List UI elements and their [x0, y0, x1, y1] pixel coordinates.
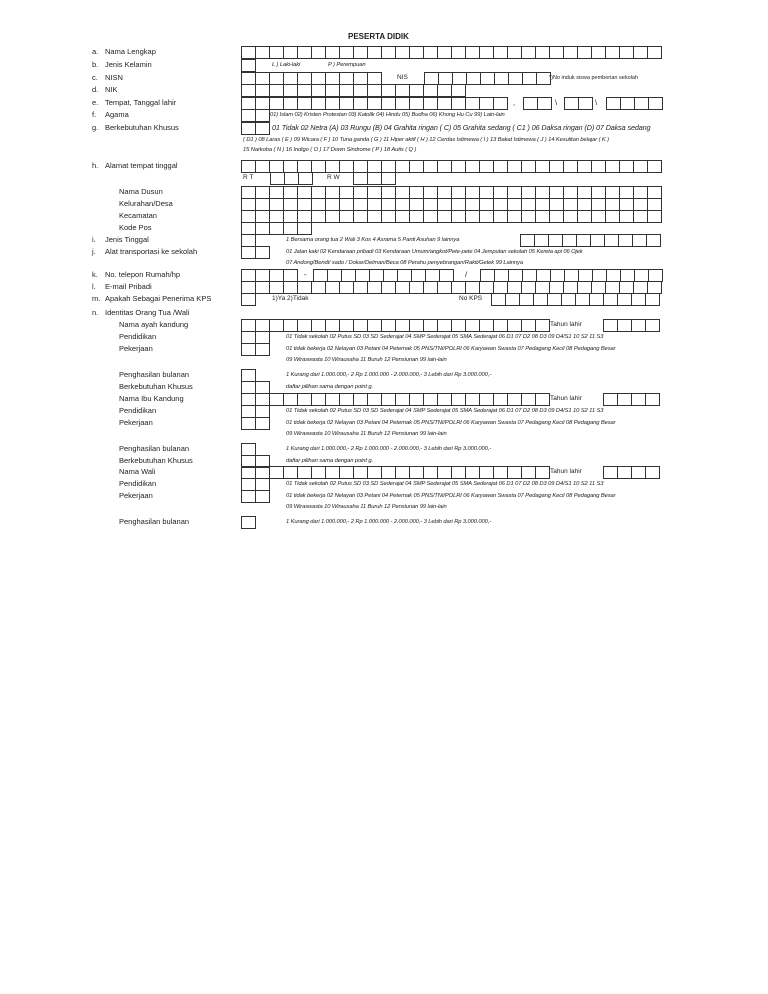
- option-perempuan: P ) Perempuan: [328, 62, 366, 68]
- char-box[interactable]: [603, 466, 618, 479]
- char-box[interactable]: [648, 97, 663, 110]
- char-box[interactable]: [465, 160, 480, 173]
- char-box[interactable]: [491, 293, 506, 306]
- char-box[interactable]: [603, 393, 618, 406]
- char-box[interactable]: [241, 84, 256, 97]
- label-email: E-mail Pribadi: [105, 282, 152, 291]
- char-box[interactable]: [617, 293, 632, 306]
- char-box[interactable]: [620, 97, 635, 110]
- pekerjaan-ayah-input[interactable]: [241, 343, 269, 355]
- char-box[interactable]: [339, 210, 354, 223]
- rt-input[interactable]: [270, 172, 312, 184]
- char-box[interactable]: [519, 293, 534, 306]
- char-box[interactable]: [547, 293, 562, 306]
- char-box[interactable]: [339, 281, 354, 294]
- nama-lengkap-input[interactable]: [241, 46, 661, 58]
- label-agama: Agama: [105, 110, 129, 119]
- separator: -: [304, 270, 307, 279]
- label-identitas-orang-tua: Identitas Orang Tua /Wali: [105, 308, 190, 317]
- pekerjaan-ibu-input[interactable]: [241, 417, 269, 429]
- char-box[interactable]: [591, 160, 606, 173]
- pendidikan-options: 01 Tidak sekolah 02 Putus SD 03 SD Sederajat 04 SMP Sederajat 05 SMA Sederajat 06 D1 07 D2 08 D3 09 D4/S1 10 S2 11 S3: [286, 408, 604, 414]
- tahun-lahir-ayah-input[interactable]: [603, 319, 659, 331]
- label-kecamatan: Kecamatan: [119, 211, 157, 220]
- pekerjaan-options: 09 Wiraswasta 10 Wirausaha 11 Buruh 12 Pensiunan 99 lain-lain: [286, 431, 447, 437]
- tahun-input[interactable]: [606, 97, 662, 109]
- char-box[interactable]: [269, 46, 284, 59]
- label-nama-lengkap: Nama Lengkap: [105, 47, 156, 56]
- char-box[interactable]: [617, 466, 632, 479]
- char-box[interactable]: [437, 160, 452, 173]
- char-box[interactable]: [255, 281, 270, 294]
- nama-ibu-input[interactable]: [241, 393, 549, 405]
- char-box[interactable]: [577, 210, 592, 223]
- label-rt: R T: [243, 174, 254, 181]
- char-box[interactable]: [423, 84, 438, 97]
- char-box[interactable]: [381, 281, 396, 294]
- nis-note: *)No induk siswa pemberian sekolah: [549, 75, 638, 81]
- row-letter: j.: [92, 247, 96, 256]
- char-box[interactable]: [241, 246, 256, 259]
- alamat-input[interactable]: [241, 160, 661, 172]
- nik-input[interactable]: [241, 84, 465, 96]
- bulan-input[interactable]: [564, 97, 592, 109]
- char-box[interactable]: [466, 72, 481, 85]
- char-box[interactable]: [395, 46, 410, 59]
- char-box[interactable]: [409, 281, 424, 294]
- char-box[interactable]: [241, 417, 256, 430]
- label-tahun-lahir: Tahun lahir: [550, 468, 582, 475]
- char-box[interactable]: [451, 84, 466, 97]
- char-box[interactable]: [561, 293, 576, 306]
- char-box[interactable]: [381, 210, 396, 223]
- email-input[interactable]: [241, 281, 661, 293]
- char-box[interactable]: [631, 293, 646, 306]
- label-pekerjaan: Pekerjaan: [119, 491, 153, 500]
- jenis-tinggal-lainnya-input[interactable]: [520, 234, 660, 246]
- char-box[interactable]: [437, 84, 452, 97]
- kode-pos-input[interactable]: [241, 222, 311, 234]
- char-box[interactable]: [507, 46, 522, 59]
- char-box[interactable]: [507, 210, 522, 223]
- char-box[interactable]: [451, 210, 466, 223]
- char-box[interactable]: [605, 46, 620, 59]
- label-pendidikan: Pendidikan: [119, 332, 157, 341]
- label-rw: R W: [327, 174, 340, 181]
- char-box[interactable]: [549, 46, 564, 59]
- char-box[interactable]: [451, 46, 466, 59]
- char-box[interactable]: [647, 160, 662, 173]
- label-telepon: No. telepon Rumah/hp: [105, 270, 181, 279]
- char-box[interactable]: [255, 490, 270, 503]
- char-box[interactable]: [367, 84, 382, 97]
- char-box[interactable]: [603, 319, 618, 332]
- pendidikan-wali-input[interactable]: [241, 478, 269, 490]
- dusun-input[interactable]: [241, 186, 661, 198]
- char-box[interactable]: [645, 319, 660, 332]
- pendidikan-ibu-input[interactable]: [241, 405, 269, 417]
- char-box[interactable]: [381, 84, 396, 97]
- pendidikan-options: 01 Tidak sekolah 02 Putus SD 03 SD Sederajat 04 SMP Sederajat 05 SMA Sederajat 06 D1 07 D2 08 D3 09 D4/S1 10 S2 11 S3: [286, 334, 604, 340]
- char-box[interactable]: [367, 46, 382, 59]
- char-box[interactable]: [353, 46, 368, 59]
- label-nama-wali: Nama Wali: [119, 467, 156, 476]
- row-letter: k.: [92, 270, 98, 279]
- char-box[interactable]: [631, 319, 646, 332]
- char-box[interactable]: [508, 72, 523, 85]
- char-box[interactable]: [255, 46, 270, 59]
- pendidikan-ayah-input[interactable]: [241, 331, 269, 343]
- pekerjaan-options: 01 tidak bekerja 02 Nelayan 03 Petani 04 Peternak 05 PNS/TNI/POLRI 06 Karyawan Swasta 07 Pedagang Kecil 08 Pedagang Besar: [286, 493, 616, 499]
- penghasilan-ayah-input[interactable]: [241, 369, 255, 381]
- char-box[interactable]: [269, 466, 284, 479]
- label-tahun-lahir: Tahun lahir: [550, 321, 582, 328]
- char-box[interactable]: [549, 210, 564, 223]
- label-no-kps: No KPS: [459, 295, 483, 302]
- char-box[interactable]: [605, 160, 620, 173]
- char-box[interactable]: [604, 234, 619, 247]
- char-box[interactable]: [339, 84, 354, 97]
- char-box[interactable]: [505, 293, 520, 306]
- label-penghasilan: Penghasilan bulanan: [119, 370, 190, 379]
- row-letter: a.: [92, 47, 99, 56]
- char-box[interactable]: [367, 210, 382, 223]
- pekerjaan-options: 01 tidak bekerja 02 Nelayan 03 Petani 04 Peternak 05 PNS/TNI/POLRI 06 Karyawan Swasta 07 Pedagang Kecil 08 Pedagang Besar: [286, 346, 616, 352]
- char-box[interactable]: [522, 72, 537, 85]
- char-box[interactable]: [493, 160, 508, 173]
- char-box[interactable]: [646, 234, 661, 247]
- tahun-lahir-ibu-input[interactable]: [603, 393, 659, 405]
- berkebutuhan-options: daftar pilihan sama dengan point g.: [286, 458, 374, 464]
- label-nik: NIK: [105, 85, 118, 94]
- char-box[interactable]: [575, 293, 590, 306]
- char-box[interactable]: [325, 84, 340, 97]
- char-box[interactable]: [423, 281, 438, 294]
- char-box[interactable]: [423, 210, 438, 223]
- char-box[interactable]: [255, 417, 270, 430]
- pendidikan-options: 01 Tidak sekolah 02 Putus SD 03 SD Sederajat 04 SMP Sederajat 05 SMA Sederajat 06 D1 07 D2 08 D3 09 D4/S1 10 S2 11 S3: [286, 481, 604, 487]
- char-box[interactable]: [591, 210, 606, 223]
- label-penghasilan: Penghasilan bulanan: [119, 444, 190, 453]
- berkebutuhan-input[interactable]: [241, 122, 269, 134]
- nama-wali-input[interactable]: [241, 466, 549, 478]
- char-box[interactable]: [255, 246, 270, 259]
- char-box[interactable]: [619, 46, 634, 59]
- char-box[interactable]: [241, 490, 256, 503]
- pekerjaan-options: 01 tidak bekerja 02 Nelayan 03 Petani 04 Peternak 05 PNS/TNI/POLRI 06 Karyawan Swasta 07 Pedagang Kecil 08 Pedagang Besar: [286, 420, 616, 426]
- nis-input[interactable]: [424, 72, 550, 84]
- char-box[interactable]: [645, 393, 660, 406]
- char-box[interactable]: [507, 160, 522, 173]
- char-box[interactable]: [465, 46, 480, 59]
- char-box[interactable]: [535, 210, 550, 223]
- char-box[interactable]: [577, 160, 592, 173]
- jenis-kelamin-input[interactable]: [241, 59, 255, 71]
- char-box[interactable]: [577, 46, 592, 59]
- char-box[interactable]: [325, 210, 340, 223]
- pekerjaan-options: 09 Wiraswasta 10 Wirausaha 11 Buruh 12 Pensiunan 99 lain-lain: [286, 504, 447, 510]
- row-letter: g.: [92, 123, 99, 132]
- label-tahun-lahir: Tahun lahir: [550, 395, 582, 402]
- char-box[interactable]: [631, 466, 646, 479]
- char-box[interactable]: [381, 46, 396, 59]
- char-box[interactable]: [353, 172, 368, 185]
- char-box[interactable]: [535, 160, 550, 173]
- agama-input[interactable]: [241, 109, 269, 121]
- label-alamat: Alamat tempat tinggal: [105, 161, 178, 170]
- char-box[interactable]: [493, 46, 508, 59]
- char-box[interactable]: [269, 84, 284, 97]
- char-box[interactable]: [241, 109, 256, 122]
- row-letter: i.: [92, 235, 96, 244]
- char-box[interactable]: [606, 97, 621, 110]
- pekerjaan-wali-input[interactable]: [241, 490, 269, 502]
- separator: ,: [513, 98, 516, 107]
- char-box[interactable]: [647, 210, 662, 223]
- kps-input[interactable]: [241, 293, 255, 305]
- char-box[interactable]: [589, 293, 604, 306]
- char-box[interactable]: [479, 160, 494, 173]
- label-kode-pos: Kode Pos: [119, 223, 152, 232]
- char-box[interactable]: [353, 84, 368, 97]
- char-box[interactable]: [437, 210, 452, 223]
- char-box[interactable]: [631, 393, 646, 406]
- berkebutuhan-options: daftar pilihan sama dengan point g.: [286, 384, 374, 390]
- rw-input[interactable]: [353, 172, 395, 184]
- char-box[interactable]: [409, 46, 424, 59]
- char-box[interactable]: [493, 210, 508, 223]
- char-box[interactable]: [603, 293, 618, 306]
- separator: \: [595, 98, 598, 107]
- char-box[interactable]: [283, 84, 298, 97]
- label-nama-ibu: Nama Ibu Kandung: [119, 394, 184, 403]
- label-tempat-tanggal-lahir: Tempat, Tanggal lahir: [105, 98, 177, 107]
- char-box[interactable]: [395, 160, 410, 173]
- char-box[interactable]: [521, 210, 536, 223]
- transportasi-options: 07 Andong/Bendi/ sado / Dokar/Delman/Beca 08 Perahu penyebrangan/Rakit/Getek 99 Lainnya: [286, 260, 523, 266]
- kecamatan-input[interactable]: [241, 210, 661, 222]
- label-berkebutuhan: Berkebutuhan Khusus: [119, 456, 193, 465]
- char-box[interactable]: [479, 210, 494, 223]
- nama-ayah-input[interactable]: [241, 319, 549, 331]
- char-box[interactable]: [311, 84, 326, 97]
- char-box[interactable]: [523, 97, 538, 110]
- jenis-tinggal-options: 1 Bersama orang tua 2 Wali 3 Kos 4 Asrama 5 Panti Asuhan 9 lainnya: [286, 237, 460, 243]
- char-box[interactable]: [255, 109, 270, 122]
- char-box[interactable]: [633, 210, 648, 223]
- char-box[interactable]: [619, 160, 634, 173]
- char-box[interactable]: [241, 59, 256, 72]
- char-box[interactable]: [578, 97, 593, 110]
- tempat-lahir-input[interactable]: [241, 97, 507, 109]
- hp-input[interactable]: [480, 269, 662, 281]
- char-box[interactable]: [633, 160, 648, 173]
- label-jenis-kelamin: Jenis Kelamin: [105, 60, 152, 69]
- transportasi-input[interactable]: [241, 246, 269, 258]
- char-box[interactable]: [634, 97, 649, 110]
- penghasilan-options: 1 Kurang dari 1.000.000,- 2 Rp 1.000.000 - 2.000.000,- 3 Lebih dari Rp 3.000.000,-: [286, 446, 492, 452]
- char-box[interactable]: [465, 210, 480, 223]
- char-box[interactable]: [479, 46, 494, 59]
- char-box[interactable]: [270, 172, 285, 185]
- label-nama-dusun: Nama Dusun: [119, 187, 163, 196]
- char-box[interactable]: [311, 160, 326, 173]
- char-box[interactable]: [353, 210, 368, 223]
- char-box[interactable]: [325, 281, 340, 294]
- label-penghasilan: Penghasilan bulanan: [119, 517, 190, 526]
- row-letter: h.: [92, 161, 99, 170]
- label-nisn: NISN: [105, 73, 123, 82]
- label-berkebutuhan-khusus: Berkebutuhan Khusus: [105, 123, 179, 132]
- tanggal-input[interactable]: [523, 97, 551, 109]
- label-transportasi: Alat transportasi ke sekolah: [105, 247, 198, 256]
- char-box[interactable]: [535, 46, 550, 59]
- char-box[interactable]: [297, 84, 312, 97]
- char-box[interactable]: [255, 84, 270, 97]
- char-box[interactable]: [241, 343, 256, 356]
- label-kelurahan: Kelurahan/Desa: [119, 199, 173, 208]
- page-title: PESERTA DIDIK: [348, 32, 409, 41]
- char-box[interactable]: [409, 160, 424, 173]
- char-box[interactable]: [255, 343, 270, 356]
- char-box[interactable]: [494, 72, 509, 85]
- char-box[interactable]: [284, 172, 299, 185]
- char-box[interactable]: [437, 46, 452, 59]
- char-box[interactable]: [521, 160, 536, 173]
- char-box[interactable]: [325, 46, 340, 59]
- berkebutuhan-options: 01 Tidak 02 Netra (A) 03 Rungu (B) 04 Grahita ringan ( C) 05 Grahita sedang ( C1 ) 06 Daksa ringan (D) 07 Daksa sedang: [272, 123, 651, 132]
- char-box[interactable]: [367, 281, 382, 294]
- char-box[interactable]: [451, 160, 466, 173]
- row-letter: e.: [92, 98, 99, 107]
- char-box[interactable]: [563, 210, 578, 223]
- telepon-rumah-input[interactable]: [313, 269, 453, 281]
- berkebutuhan-ayah-input[interactable]: [241, 381, 269, 393]
- char-box[interactable]: [633, 46, 648, 59]
- penghasilan-ibu-input[interactable]: [241, 443, 255, 455]
- char-box[interactable]: [605, 210, 620, 223]
- label-pendidikan: Pendidikan: [119, 406, 157, 415]
- char-box[interactable]: [269, 319, 284, 332]
- char-box[interactable]: [241, 293, 256, 306]
- char-box[interactable]: [618, 234, 633, 247]
- char-box[interactable]: [381, 172, 396, 185]
- char-box[interactable]: [298, 172, 313, 185]
- penghasilan-wali-input[interactable]: [241, 516, 255, 528]
- row-letter: b.: [92, 60, 99, 69]
- berkebutuhan-options: ( D1 ) 08 Laras ( E ) 09 Wicara ( F ) 10 Tuna ganda ( G ) 11 Hiper aktif ( H ) 12 Cerdas Istimewa ( I ) 13 Bakat Istimewa ( J ) 14 Kesulitan belajar ( K ): [243, 137, 609, 143]
- char-box[interactable]: [423, 46, 438, 59]
- char-box[interactable]: [269, 393, 284, 406]
- char-box[interactable]: [521, 46, 536, 59]
- char-box[interactable]: [395, 281, 410, 294]
- char-box[interactable]: [283, 46, 298, 59]
- char-box[interactable]: [632, 234, 647, 247]
- char-box[interactable]: [645, 293, 660, 306]
- char-box[interactable]: [423, 160, 438, 173]
- agama-options: 01) Islam 02) Kristen Protestan 03) Katolik 04) Hindu 05) Budha 06) Khong Hu Cu 99) Lain-lain: [270, 112, 505, 118]
- char-box[interactable]: [367, 172, 382, 185]
- kps-options: 1)Ya 2)Tidak: [272, 295, 309, 302]
- char-box[interactable]: [563, 46, 578, 59]
- char-box[interactable]: [255, 222, 270, 235]
- char-box[interactable]: [395, 210, 410, 223]
- char-box[interactable]: [617, 319, 632, 332]
- tahun-lahir-wali-input[interactable]: [603, 466, 659, 478]
- penghasilan-options: 1 Kurang dari 1.000.000,- 2 Rp 1.000.000 - 2.000.000,- 3 Lebih dari Rp 3.000.000,-: [286, 372, 492, 378]
- jenis-tinggal-input[interactable]: [241, 234, 255, 246]
- char-box[interactable]: [533, 293, 548, 306]
- char-box[interactable]: [255, 160, 270, 173]
- char-box[interactable]: [591, 46, 606, 59]
- char-box[interactable]: [645, 466, 660, 479]
- separator: /: [465, 270, 468, 279]
- char-box[interactable]: [549, 160, 564, 173]
- label-pendidikan: Pendidikan: [119, 479, 157, 488]
- char-box[interactable]: [437, 281, 452, 294]
- char-box[interactable]: [339, 46, 354, 59]
- char-box[interactable]: [353, 281, 368, 294]
- label-berkebutuhan: Berkebutuhan Khusus: [119, 382, 193, 391]
- penghasilan-options: 1 Kurang dari 1.000.000,- 2 Rp 1.000.000 - 2.000.000,- 3 Lebih dari Rp 3.000.000,-: [286, 519, 492, 525]
- char-box[interactable]: [590, 234, 605, 247]
- char-box[interactable]: [339, 160, 354, 173]
- char-box[interactable]: [311, 281, 326, 294]
- label-jenis-tinggal: Jenis Tinggal: [105, 235, 149, 244]
- char-box[interactable]: [563, 160, 578, 173]
- berkebutuhan-options: 15 Narkoba ( N ) 16 Indigo ( O ) 17 Down Sindrome ( P ) 18 Autis ( Q ): [243, 147, 417, 153]
- label-kps: Apakah Sebagai Penerima KPS: [105, 294, 212, 303]
- option-laki: L ) Laki-laki: [272, 62, 301, 68]
- pekerjaan-options: 09 Wiraswasta 10 Wirausaha 11 Buruh 12 Pensiunan 99 lain-lain: [286, 357, 447, 363]
- char-box[interactable]: [409, 84, 424, 97]
- row-letter: m.: [92, 294, 101, 303]
- char-box[interactable]: [269, 222, 284, 235]
- label-pekerjaan: Pekerjaan: [119, 418, 153, 427]
- char-box[interactable]: [241, 516, 256, 529]
- transportasi-options: 01 Jalan kaki 02 Kendaraan pribadi 03 Kendaraan Umum/angkot/Pete-pete 04 Jemputan sekolah 05 Kereta api 06 Ojek: [286, 249, 583, 255]
- row-letter: l.: [92, 282, 96, 291]
- nisn-input[interactable]: [241, 72, 381, 84]
- char-box[interactable]: [537, 97, 552, 110]
- char-box[interactable]: [409, 210, 424, 223]
- label-nis: NIS: [397, 74, 408, 81]
- char-box[interactable]: [619, 210, 634, 223]
- char-box[interactable]: [297, 46, 312, 59]
- char-box[interactable]: [617, 393, 632, 406]
- label-nama-ayah: Nama ayah kandung: [119, 320, 189, 329]
- kelurahan-input[interactable]: [241, 198, 661, 210]
- telepon-kode-input[interactable]: [241, 269, 297, 281]
- char-box[interactable]: [564, 97, 579, 110]
- char-box[interactable]: [241, 46, 256, 59]
- separator: \: [555, 98, 558, 107]
- row-letter: n.: [92, 308, 99, 317]
- char-box[interactable]: [480, 72, 495, 85]
- char-box[interactable]: [311, 210, 326, 223]
- char-box[interactable]: [311, 46, 326, 59]
- no-kps-input[interactable]: [491, 293, 659, 305]
- row-letter: d.: [92, 85, 99, 94]
- row-letter: f.: [92, 110, 97, 119]
- char-box[interactable]: [395, 84, 410, 97]
- label-pekerjaan: Pekerjaan: [119, 344, 153, 353]
- char-box[interactable]: [647, 46, 662, 59]
- row-letter: c.: [92, 73, 98, 82]
